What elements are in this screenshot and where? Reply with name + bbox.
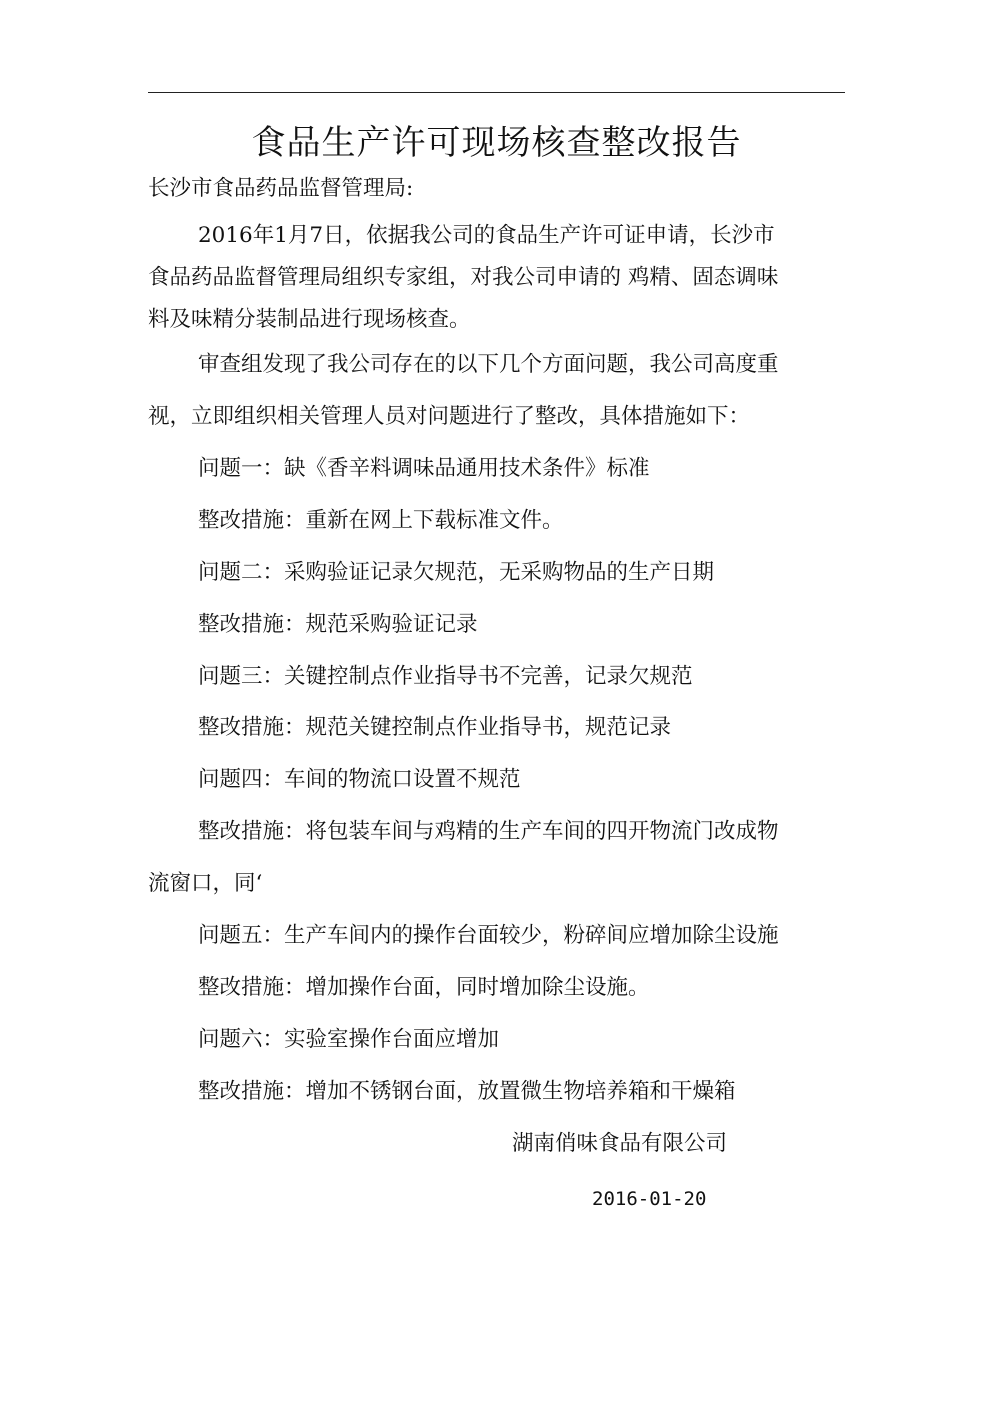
issue-6: 问题六：实验室操作台面应增加: [198, 1027, 500, 1052]
signature-date: 2016-01-20: [592, 1188, 707, 1210]
company-signature: 湖南俏味食品有限公司: [512, 1131, 728, 1156]
fix-1: 整改措施：重新在网上下载标准文件。: [198, 508, 564, 533]
fix-2: 整改措施：规范采购验证记录: [198, 612, 478, 637]
intro-line-3: 料及味精分装制品进行现场核查。: [148, 307, 471, 332]
issue-3: 问题三：关键控制点作业指导书不完善，记录欠规范: [198, 664, 693, 689]
intro-line-2: 食品药品监督管理局组织专家组，对我公司申请的 鸡精、固态调味: [148, 265, 779, 290]
findings-intro-line-2: 视，立即组织相关管理人员对问题进行了整改，具体措施如下：: [148, 404, 751, 429]
fix-3: 整改措施：规范关键控制点作业指导书，规范记录: [198, 715, 672, 740]
fix-4-line-1: 整改措施：将包装车间与鸡精的生产车间的四开物流门改成物: [198, 819, 779, 844]
intro-line-1: 2016年1月7日，依据我公司的食品生产许可证申请，长沙市: [198, 223, 775, 248]
issue-5: 问题五：生产车间内的操作台面较少，粉碎间应增加除尘设施: [198, 923, 779, 948]
issue-4: 问题四：车间的物流口设置不规范: [198, 767, 521, 792]
issue-1: 问题一：缺《香辛料调味品通用技术条件》标准: [198, 456, 650, 481]
fix-5: 整改措施：增加操作台面，同时增加除尘设施。: [198, 975, 650, 1000]
addressee: 长沙市食品药品监督管理局:: [148, 176, 414, 201]
fix-6: 整改措施：增加不锈钢台面，放置微生物培养箱和干燥箱: [198, 1079, 736, 1104]
fix-4-line-2: 流窗口，同‘: [148, 871, 263, 896]
findings-intro-line-1: 审查组发现了我公司存在的以下几个方面问题，我公司高度重: [198, 352, 779, 377]
document-title: 食品生产许可现场核查整改报告: [251, 123, 742, 163]
issue-2: 问题二：采购验证记录欠规范，无采购物品的生产日期: [198, 560, 715, 585]
header-rule: [148, 92, 845, 93]
